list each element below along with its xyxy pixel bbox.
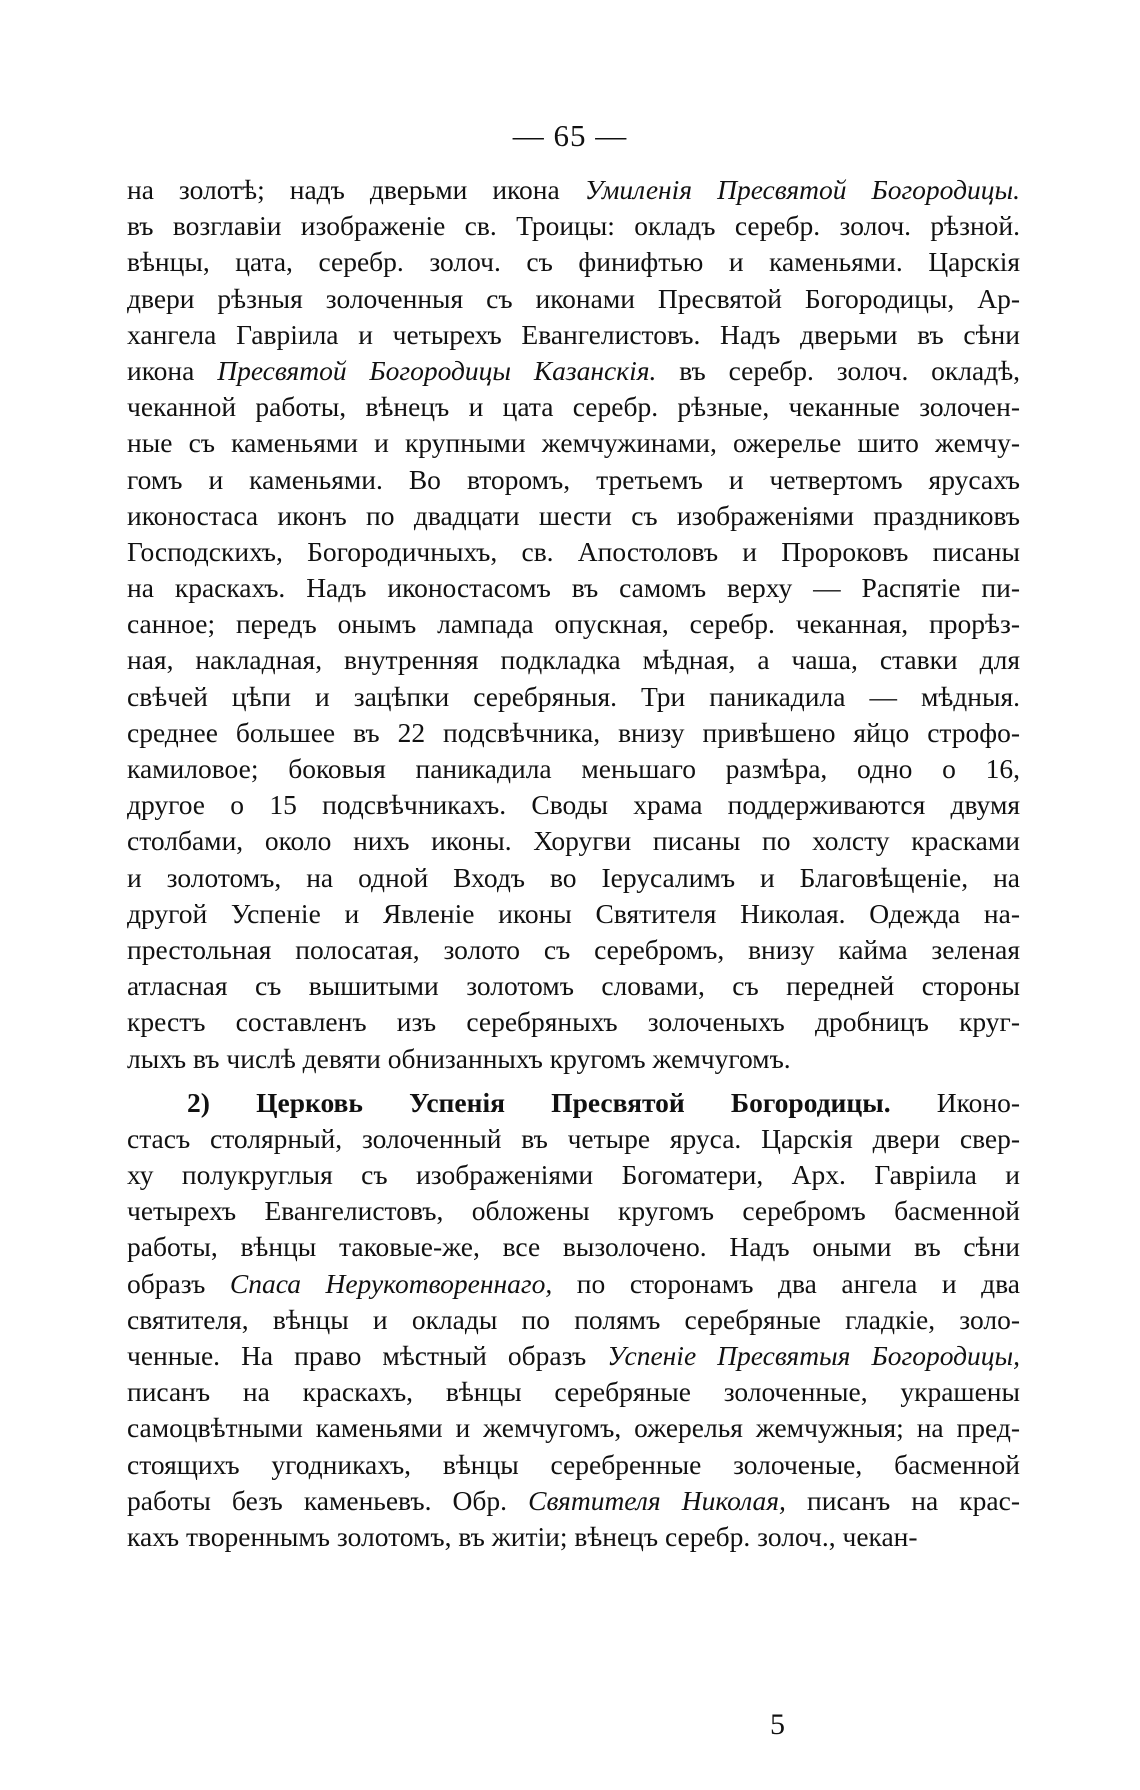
line-text: камиловое; боковыя паникадила меньшаго размѣра, одно о 16, xyxy=(127,753,1020,784)
line-text: на золотѣ; надъ дверьми икона xyxy=(127,174,585,205)
text-line xyxy=(127,1004,1020,1040)
text-line xyxy=(127,1519,1020,1555)
line-text: ху полукруглыя съ изображеніями Богоматери, Арх. Гавріила и xyxy=(127,1159,1020,1191)
line-text: въ серебр. золоч. окладѣ, xyxy=(656,354,1020,386)
text-line xyxy=(127,1041,1020,1077)
line-text: столбами, около нихъ иконы. Хоругви писаны по холсту красками xyxy=(127,825,1020,857)
line-italic-title: Умиленія Пресвятой Богородицы. xyxy=(584,174,1020,205)
line-text: по сторонамъ два ангела и два xyxy=(552,1267,1020,1299)
line-text: на краскахъ. Надъ иконостасомъ въ самомъ верху — Распятіе пи- xyxy=(127,572,1020,604)
text-line xyxy=(127,462,1020,498)
line-text: санное; передъ онымъ лампада опускная, серебр. чеканная, прорѣз- xyxy=(127,608,1020,640)
text-line xyxy=(127,715,1020,751)
line-text: двери рѣзныя золоченныя съ иконами Пресвятой Богородицы, Ар- xyxy=(127,282,1020,314)
text-line xyxy=(127,172,1020,208)
line-text: и золотомъ, на одной Входъ во Іерусалимъ и Благовѣщеніе, на xyxy=(127,861,1020,893)
line-text: икона xyxy=(127,354,218,386)
page-number: — 65 — xyxy=(512,118,628,153)
text-line xyxy=(127,353,1020,389)
line-text: гомъ и каменьями. Во второмъ, третьемъ и четвертомъ ярусахъ xyxy=(127,463,1020,495)
line-text: Господскихъ, Богородичныхъ, св. Апостоловъ и Пророковъ писаны xyxy=(127,535,1020,567)
line-text: святителя, вѣнцы и оклады по полямъ серебряные гладкіе, золо- xyxy=(127,1303,1020,1335)
text-line xyxy=(127,1229,1020,1265)
text-line xyxy=(127,389,1020,425)
text-line xyxy=(127,1266,1020,1302)
line-text: стасъ столярный, золоченный въ четыре яруса. Царскія двери свер- xyxy=(127,1122,1020,1154)
paragraph-gap xyxy=(127,1077,1020,1085)
signature-mark: 5 xyxy=(770,1708,785,1741)
line-text: стоящихъ угодникахъ, вѣнцы серебренные золоченые, басменной xyxy=(127,1448,1020,1480)
text-line xyxy=(127,1374,1020,1410)
text-line xyxy=(127,932,1020,968)
text-line xyxy=(127,606,1020,642)
line-text: писанъ на краскахъ, вѣнцы серебряные золоченные, украшены xyxy=(127,1376,1020,1408)
line-text: иконостаса иконъ по двадцати шести съ изображеніями праздниковъ xyxy=(127,499,1020,531)
line-text: вѣнцы, цата, серебр. золоч. съ финифтью и каменьями. Царскія xyxy=(127,246,1020,278)
line-text: образъ xyxy=(127,1267,230,1299)
text-line xyxy=(127,1157,1020,1193)
line-text: другой Успеніе и Явленіе иконы Святителя Николая. Одежда на- xyxy=(127,897,1020,929)
text-line xyxy=(127,1447,1020,1483)
text-line xyxy=(127,244,1020,280)
line-italic-title: Святителя Николая, xyxy=(528,1484,786,1516)
text-line xyxy=(127,896,1020,932)
line-text: среднее большее въ 22 подсвѣчника, внизу привѣшено яйцо строфо- xyxy=(127,716,1020,748)
line-text: ная, накладная, внутренняя подкладка мѣдная, а чаша, ставки для xyxy=(127,644,1020,676)
line-text: самоцвѣтными каменьями и жемчугомъ, ожерелья жемчужныя; на пред- xyxy=(127,1412,1020,1444)
line-text: писанъ на крас- xyxy=(785,1484,1020,1516)
text-line xyxy=(127,968,1020,1004)
text-line xyxy=(127,1121,1020,1157)
line-text: чеканной работы, вѣнецъ и цата серебр. рѣзные, чеканные золочен- xyxy=(127,391,1020,423)
line-italic-title: Пресвятой Богородицы Казанскія. xyxy=(217,354,657,386)
line-text: ченные. На право мѣстный образъ xyxy=(127,1340,608,1371)
paragraph-1 xyxy=(127,172,1020,1085)
text-line xyxy=(127,281,1020,317)
line-text: работы, вѣнцы таковые-же, все вызолочено. Надъ оными въ сѣни xyxy=(127,1231,1020,1263)
text-line xyxy=(127,787,1020,823)
text-line xyxy=(127,751,1020,787)
text-line xyxy=(127,1085,1020,1121)
text-line xyxy=(127,1193,1020,1229)
text-line xyxy=(127,823,1020,859)
text-line xyxy=(127,679,1020,715)
line-text: крестъ составленъ изъ серебряныхъ золоченыхъ дробницъ круг- xyxy=(127,1006,1020,1038)
text-line xyxy=(127,570,1020,606)
line-text: лыхъ въ числѣ девяти обнизанныхъ кругомъ жемчугомъ. xyxy=(127,1042,791,1074)
text-line xyxy=(127,860,1020,896)
text-line xyxy=(127,425,1020,461)
line-text: ные съ каменьями и крупными жемчужинами, ожерелье шито жемчу- xyxy=(127,427,1020,459)
line-italic-title: Успеніе Пресвятыя Богородицы, xyxy=(607,1340,1020,1371)
line-text: въ возглавіи изображеніе св. Троицы: окладъ серебр. золоч. рѣзной. xyxy=(127,210,1020,242)
line-text: атласная съ вышитыми золотомъ словами, съ передней стороны xyxy=(127,970,1020,1002)
text-line xyxy=(127,1338,1020,1374)
text-line xyxy=(127,534,1020,570)
line-text: работы безъ каменьевъ. Обр. xyxy=(127,1484,529,1516)
text-line xyxy=(127,1483,1020,1519)
body-text xyxy=(127,172,1020,1555)
text-line xyxy=(127,498,1020,534)
text-line xyxy=(127,1302,1020,1338)
line-text: престольная полосатая, золото съ серебромъ, внизу кайма зеленая xyxy=(127,933,1020,965)
church-heading: 2) Церковь Успенія Пресвятой Богородицы. xyxy=(187,1086,891,1118)
line-text: свѣчей цѣпи и зацѣпки серебряныя. Три паникадила — мѣдныя. xyxy=(127,680,1020,712)
text-line xyxy=(127,642,1020,678)
text-line xyxy=(127,208,1020,244)
line-italic-title: Спаса Нерукотвореннаго, xyxy=(229,1267,553,1299)
text-line xyxy=(127,1410,1020,1446)
paragraph-2 xyxy=(127,1085,1020,1555)
line-text: хангела Гавріила и четырехъ Евангелистовъ. Надъ дверьми въ сѣни xyxy=(127,318,1020,350)
text-line xyxy=(127,317,1020,353)
line-text: кахъ твореннымъ золотомъ, въ житіи; вѣнецъ серебр. золоч., чекан- xyxy=(127,1520,918,1552)
line-text: Иконо- xyxy=(890,1086,1021,1118)
line-text: четырехъ Евангелистовъ, обложены кругомъ серебромъ басменной xyxy=(127,1195,1020,1227)
line-text: другое о 15 подсвѣчникахъ. Своды храма поддерживаются двумя xyxy=(127,789,1020,821)
